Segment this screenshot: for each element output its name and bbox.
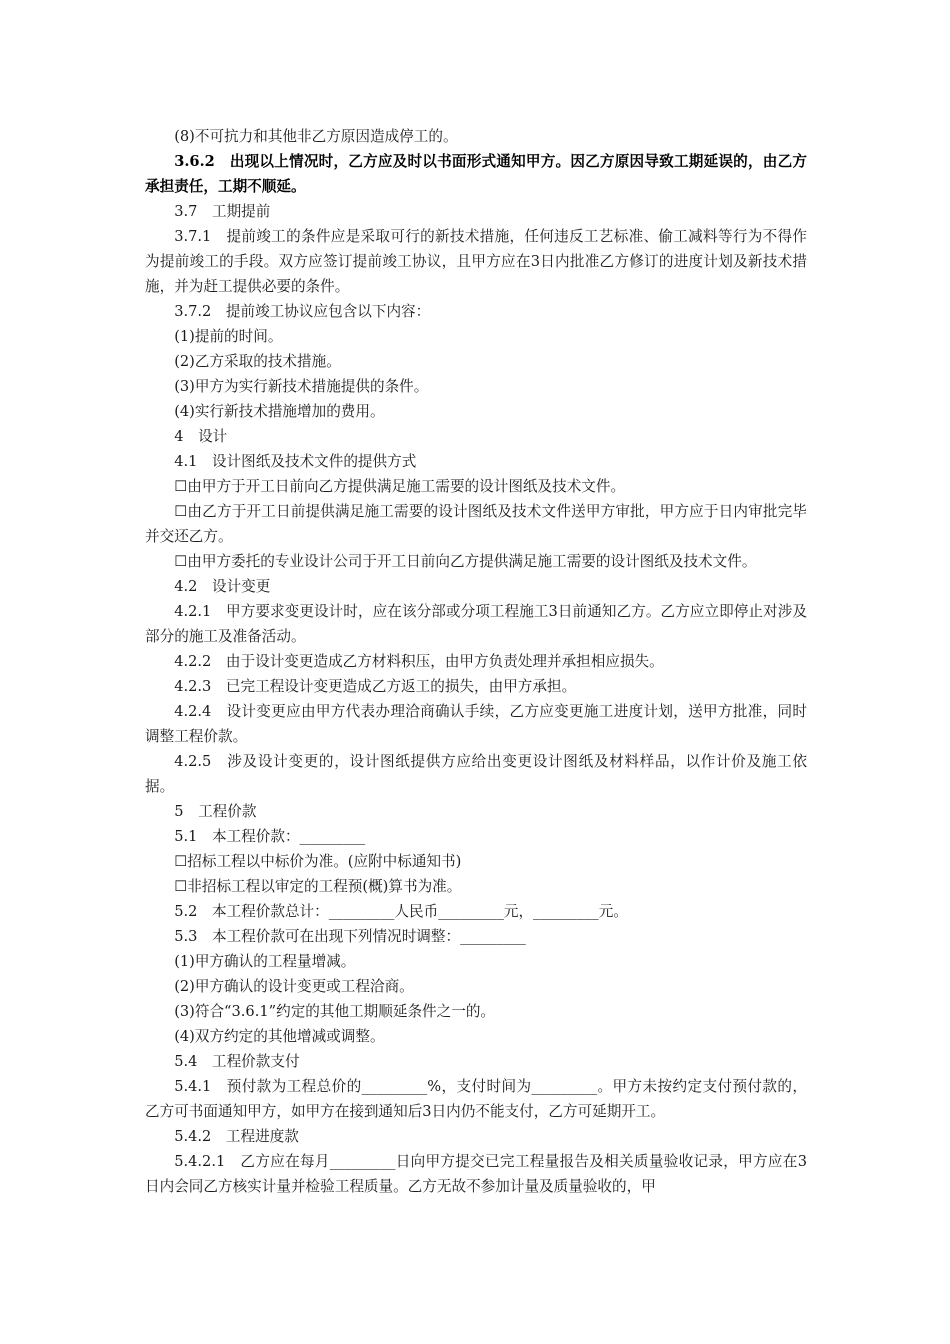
paragraph: (2)乙方采取的技术措施。 [174,353,341,370]
paragraph: 3.7 工期提前 [174,203,271,220]
paragraph: (2)甲方确认的设计变更或工程洽商。 [174,978,414,995]
document-page [145,124,807,1199]
paragraph: 3.7.2 提前竣工协议应包含以下内容： [174,303,431,320]
paragraph: 5.3 本工程价款可在出现下列情况时调整：_________ [174,928,526,945]
paragraph: 4 设计 [174,428,228,445]
paragraph: 5.4.1 预付款为工程总价的_________%，支付时间为_________。甲方未按约定支付预付款的，乙方可书面通知甲方，如甲方在接到通知后3日内仍不能支付，乙方可延期开工。 [145,1078,807,1120]
paragraph: 3.7.1 提前竣工的条件应是采取可行的新技术措施，任何违反工艺标准、偷工减料等行为不得作为提前竣工的手段。双方应签订提前竣工协议，且甲方应在3日内批准乙方修订的进度计划及新技术措施，并为赶工提供必要的条件。 [145,228,807,295]
paragraph: 4.2.5 涉及设计变更的，设计图纸提供方应给出变更设计图纸及材料样品，以作计价及施工依据。 [145,753,807,795]
paragraph: 5.4.2.1 乙方应在每月_________日向甲方提交已完工程量报告及相关质量验收记录，甲方应在3日内会同乙方核实计量并检验工程质量。乙方无故不参加计量及质量验收的，甲 [145,1153,807,1195]
paragraph: ☐由乙方于开工日前提供满足施工需要的设计图纸及技术文件送甲方审批，甲方应于日内审批完毕并交还乙方。 [145,503,807,545]
paragraph: (8)不可抗力和其他非乙方原因造成停工的。 [174,128,458,145]
paragraph: (1)提前的时间。 [174,328,283,345]
paragraph: 3.6.2 出现以上情况时，乙方应及时以书面形式通知甲方。因乙方原因导致工期延误的，由乙方承担责任，工期不顺延。 [145,153,807,195]
paragraph: (4)双方约定的其他增减或调整。 [174,1028,385,1045]
paragraph: ☐非招标工程以审定的工程预(概)算书为准。 [174,878,462,895]
paragraph: (3)符合“3.6.1”约定的其他工期顺延条件之一的。 [174,1003,496,1020]
paragraph: 5 工程价款 [174,803,257,820]
paragraph: 4.2.2 由于设计变更造成乙方材料积压，由甲方负责处理并承担相应损失。 [174,653,664,670]
paragraph: 4.2.1 甲方要求变更设计时，应在该分部或分项工程施工3日前通知乙方。乙方应立即停止对涉及部分的施工及准备活动。 [145,603,807,645]
paragraph: ☐招标工程以中标价为准。(应附中标通知书) [174,853,462,870]
paragraph: (3)甲方为实行新技术措施提供的条件。 [174,378,429,395]
paragraph: 4.2 设计变更 [174,578,271,595]
paragraph: 4.2.3 已完工程设计变更造成乙方返工的损失，由甲方承担。 [174,678,577,695]
paragraph: ☐由甲方委托的专业设计公司于开工日前向乙方提供满足施工需要的设计图纸及技术文件。 [174,553,757,570]
paragraph: 5.4 工程价款支付 [174,1053,300,1070]
paragraph: 5.1 本工程价款：_________ [174,828,366,845]
paragraph: 5.2 本工程价款总计：_________人民币_________元，_________元。 [174,903,628,920]
paragraph: (4)实行新技术措施增加的费用。 [174,403,385,420]
paragraph: ☐由甲方于开工日前向乙方提供满足施工需要的设计图纸及技术文件。 [174,478,626,495]
paragraph: 5.4.2 工程进度款 [174,1128,299,1145]
paragraph: 4.1 设计图纸及技术文件的提供方式 [174,453,417,470]
paragraph: 4.2.4 设计变更应由甲方代表办理洽商确认手续，乙方应变更施工进度计划，送甲方批准，同时调整工程价款。 [145,703,807,745]
paragraph: (1)甲方确认的工程量增减。 [174,953,356,970]
